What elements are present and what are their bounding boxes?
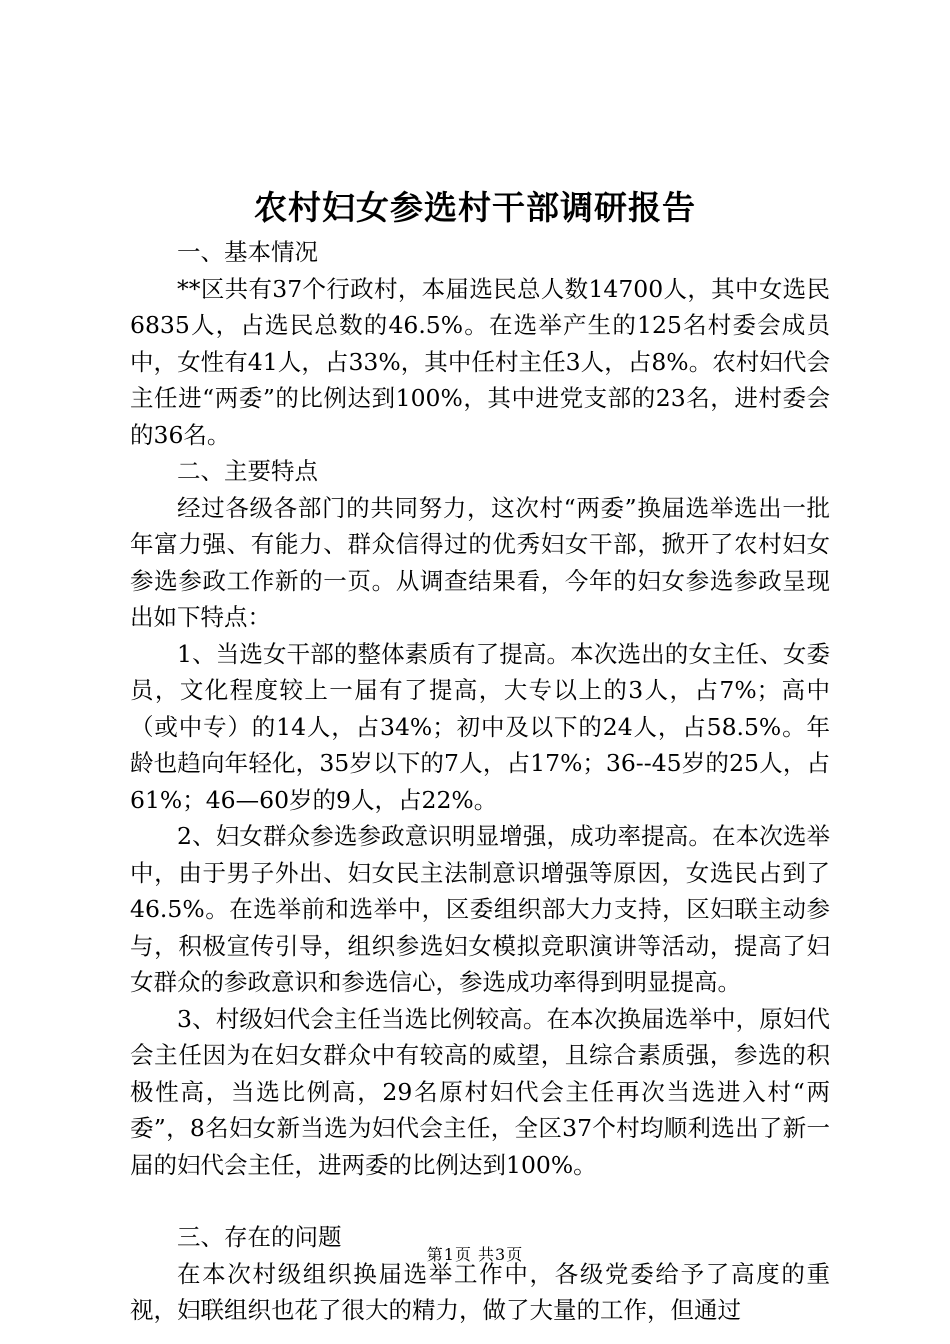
page-title: 农村妇女参选村干部调研报告 — [254, 188, 696, 227]
page-footer: 第1页 共3页 — [426, 1245, 524, 1264]
section-heading-basic: 一、基本情况 — [177, 238, 318, 266]
paragraph-feature-2: 2、妇女群众参选参政意识明显增强，成功率提高。在本次选举中，由于男子外出、妇女民主法制意识增强等原因，女选民占到了46.5%。在选举前和选举中，区委组织部大力支持，区妇联主动参与，积极宣传引导，组织参选妇女模拟竞职演讲等活动，提高了妇女群众的参政意识和参选信心，参选成功率得到明显提高。 — [130, 822, 830, 996]
paragraph-gap — [130, 1183, 830, 1219]
section-heading-problems: 三、存在的问题 — [177, 1223, 342, 1251]
paragraph-basic-situation: **区共有37个行政村，本届选民总人数14700人，其中女选民6835人，占选民总数的46.5%。在选举产生的125名村委会成员中，女性有41人，占33%，其中任村主任3人，占8%。农村妇代会主任进“两委”的比例达到100%，其中进党支部的23名，进村委会的36名。 — [130, 274, 830, 449]
paragraph-problems: 在本次村级组织换届选举工作中，各级党委给予了高度的重视，妇联组织也花了很大的精力，做了大量的工作，但通过 — [130, 1259, 830, 1324]
paragraph-feature-1: 1、当选女干部的整体素质有了提高。本次选出的女主任、女委员，文化程度较上一届有了提高，大专以上的3人，占7%；高中（或中专）的14人，占34%；初中及以下的24人，占58.5%。年龄也趋向年轻化，35岁以下的7人，占17%；36--45岁的25人，占61%；46—60岁的9人，占22%。 — [130, 639, 830, 814]
document-body — [130, 234, 830, 1329]
paragraph-features-intro: 经过各级各部门的共同努力，这次村“两委”换届选举选出一批年富力强、有能力、群众信得过的优秀妇女干部，掀开了农村妇女参选参政工作新的一页。从调查结果看，今年的妇女参选参政呈现出如下特点： — [130, 493, 830, 631]
paragraph-feature-3: 3、村级妇代会主任当选比例较高。在本次换届选举中，原妇代会主任因为在妇女群众中有较高的威望，且综合素质强，参选的积极性高，当选比例高，29名原村妇代会主任再次当选进入村“两委”，8名妇女新当选为妇代会主任，全区37个村均顺利选出了新一届的妇代会主任，进两委的比例达到100%。 — [130, 1004, 830, 1179]
section-heading-features: 二、主要特点 — [177, 457, 318, 485]
